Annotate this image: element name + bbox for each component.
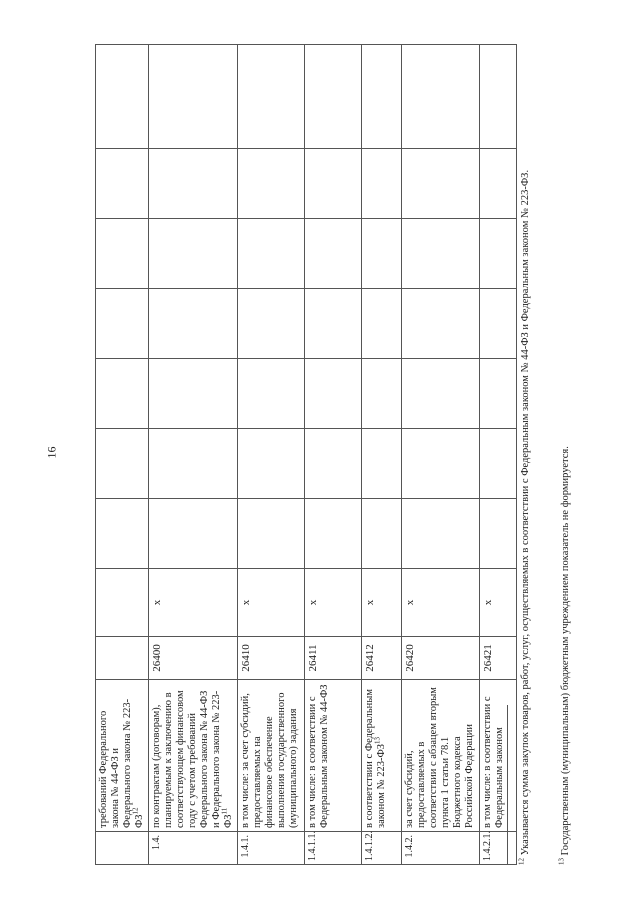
row-x: x	[480, 569, 517, 637]
row-number: 1.4.2.	[402, 832, 480, 865]
row-code: 26412	[362, 637, 402, 680]
row-x: x	[149, 569, 238, 637]
page-number: 16	[44, 446, 59, 459]
row-code: 26411	[305, 637, 362, 680]
row-code: 26421	[480, 637, 517, 680]
row-name: в том числе: за счет субсидий, предоставляемых на финансовое обеспечение выполнения государственного (муниципального) задания	[238, 680, 305, 832]
row-number: 1.4.1.2.	[362, 832, 402, 865]
table-row	[238, 45, 305, 865]
footnote-12: $^{12}$ Указывается сумма закупок товаров, работ, услуг, осуществляемых в соответствии с Федеральным законом № 44-ФЗ и Федеральным законом № 223-ФЗ.	[517, 169, 531, 865]
row-number: 1.4.	[149, 832, 238, 865]
table-row	[402, 45, 480, 865]
row-name: в том числе: в соответствии с Федеральным законом № 44-ФЗ	[305, 680, 362, 832]
row-x	[96, 569, 149, 637]
row-name: по контрактам (договорам), планируемым к заключению в соответствующем финансовом году с учетом требований Федерального закона № 44-ФЗ и Федерального закона № 223-ФЗ$^{11}$	[149, 680, 238, 832]
table-row	[96, 45, 149, 865]
row-name: за счет субсидий, предоставляемых в соответствии с абзацем вторым пункта 1 статьи 78.1 Бюджетного кодекса Российской Федерации	[402, 680, 480, 832]
row-number	[96, 832, 149, 865]
rotated-document-body	[95, 45, 610, 865]
row-number: 1.4.1.	[238, 832, 305, 865]
row-x: x	[238, 569, 305, 637]
row-number: 1.4.2.1.	[480, 832, 517, 865]
table-row	[480, 45, 517, 865]
row-x: x	[305, 569, 362, 637]
row-name: требований Федерального закона № 44-ФЗ и Федерального закона № 223-ФЗ$^{12}$	[96, 680, 149, 832]
report-table	[95, 44, 517, 865]
row-number: 1.4.1.1.	[305, 832, 362, 865]
table-row	[149, 45, 238, 865]
table-row	[305, 45, 362, 865]
row-code: 26420	[402, 637, 480, 680]
row-name: в соответствии с Федеральным законом № 223-ФЗ$^{13}$	[362, 680, 402, 832]
row-x: x	[402, 569, 480, 637]
row-code	[96, 637, 149, 680]
row-code: 26410	[238, 637, 305, 680]
row-x: x	[362, 569, 402, 637]
row-name: в том числе: в соответствии с Федеральным законом	[480, 680, 517, 832]
footnote-13: $^{13}$ Государственным (муниципальным) бюджетным учреждением показатель не формируется.	[557, 446, 571, 865]
table-row	[362, 45, 402, 865]
row-code: 26400	[149, 637, 238, 680]
footnote-separator	[507, 705, 508, 865]
